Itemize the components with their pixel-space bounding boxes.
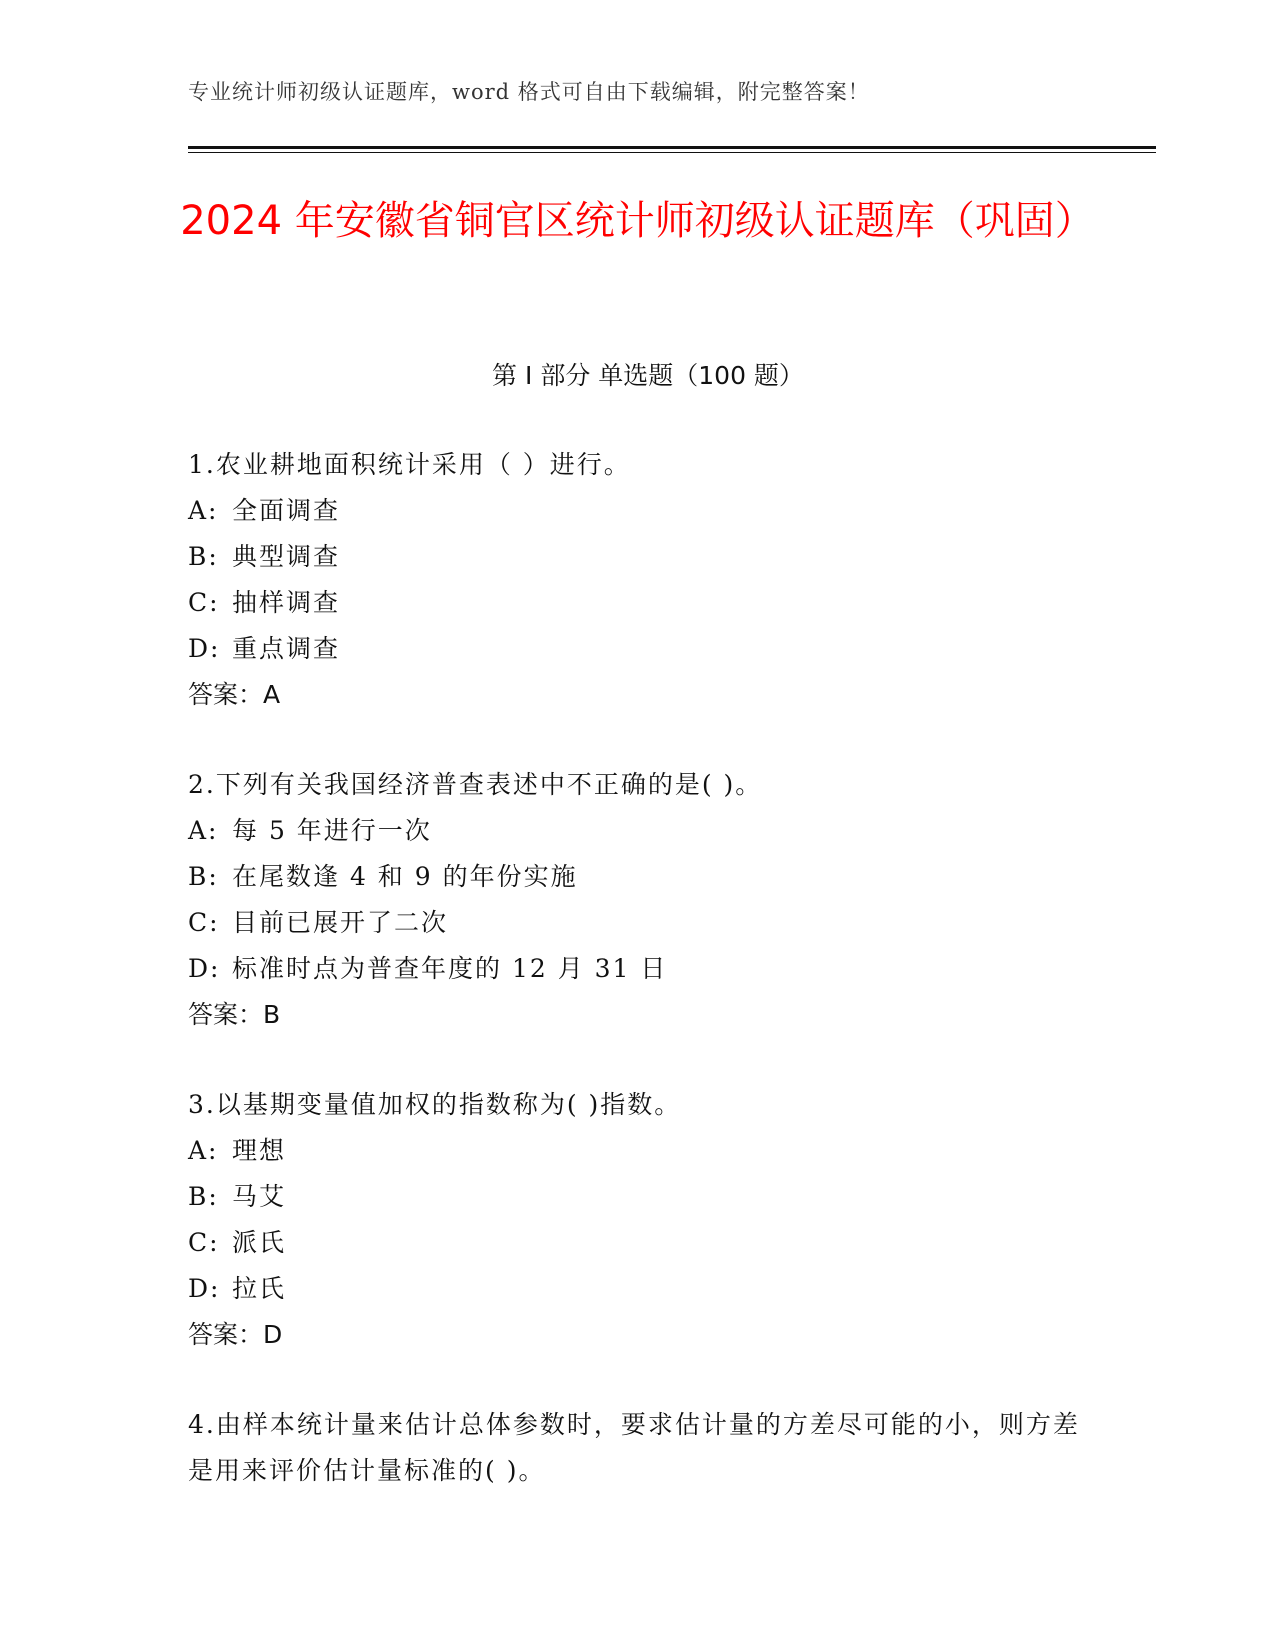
- question-stem: 4.由样本统计量来估计总体参数时，要求估计量的方差尽可能的小，则方差是用来评价估计量标准的( )。: [188, 1410, 1080, 1485]
- question-list: [188, 442, 1088, 1538]
- option-text: 典型调查: [232, 542, 341, 571]
- option-b: [188, 1174, 1088, 1220]
- header-divider-thin: [188, 152, 1156, 153]
- option-text: 派氏: [232, 1228, 287, 1257]
- option-label: C:: [188, 908, 220, 937]
- header-divider-thick: [188, 146, 1156, 149]
- question-stem: 1.农业耕地面积统计采用（ ）进行。: [188, 450, 631, 479]
- option-d: [188, 946, 1088, 992]
- option-text: 每 5 年进行一次: [232, 816, 432, 845]
- header-note: 专业统计师初级认证题库，word 格式可自由下载编辑，附完整答案！: [188, 80, 870, 104]
- question-3: [188, 1082, 1088, 1358]
- option-text: 抽样调查: [232, 588, 341, 617]
- question-2: [188, 762, 1088, 1038]
- option-d: [188, 626, 1088, 672]
- question-stem: 3.以基期变量值加权的指数称为( )指数。: [188, 1090, 682, 1119]
- option-text: 马艾: [232, 1182, 287, 1211]
- option-text: 标准时点为普查年度的 12 月 31 日: [232, 954, 668, 983]
- section-title: 第 I 部分 单选题（100 题）: [492, 361, 804, 390]
- option-label: D:: [188, 1274, 221, 1303]
- option-label: C:: [188, 588, 220, 617]
- option-label: D:: [188, 954, 221, 983]
- option-text: 目前已展开了二次: [232, 908, 449, 937]
- option-a: [188, 488, 1088, 534]
- option-b: [188, 534, 1088, 580]
- answer: 答案：B: [188, 1000, 281, 1029]
- question-4: [188, 1402, 1088, 1494]
- option-label: A:: [188, 496, 219, 525]
- option-text: 全面调查: [232, 496, 341, 525]
- option-c: [188, 900, 1088, 946]
- option-label: A:: [188, 816, 219, 845]
- option-label: D:: [188, 634, 221, 663]
- question-1: [188, 442, 1088, 718]
- option-b: [188, 854, 1088, 900]
- option-text: 拉氏: [232, 1274, 287, 1303]
- option-d: [188, 1266, 1088, 1312]
- option-a: [188, 1128, 1088, 1174]
- answer: 答案：D: [188, 1320, 283, 1349]
- option-c: [188, 580, 1088, 626]
- document-title: 2024 年安徽省铜官区统计师初级认证题库（巩固）: [180, 198, 1095, 244]
- question-stem: 2.下列有关我国经济普查表述中不正确的是( )。: [188, 770, 763, 799]
- option-label: B:: [188, 862, 219, 891]
- option-text: 在尾数逢 4 和 9 的年份实施: [232, 862, 578, 891]
- option-label: C:: [188, 1228, 220, 1257]
- option-label: A:: [188, 1136, 219, 1165]
- option-c: [188, 1220, 1088, 1266]
- option-label: B:: [188, 1182, 219, 1211]
- option-text: 重点调查: [232, 634, 341, 663]
- option-a: [188, 808, 1088, 854]
- option-text: 理想: [232, 1136, 287, 1165]
- option-label: B:: [188, 542, 219, 571]
- answer: 答案：A: [188, 680, 281, 709]
